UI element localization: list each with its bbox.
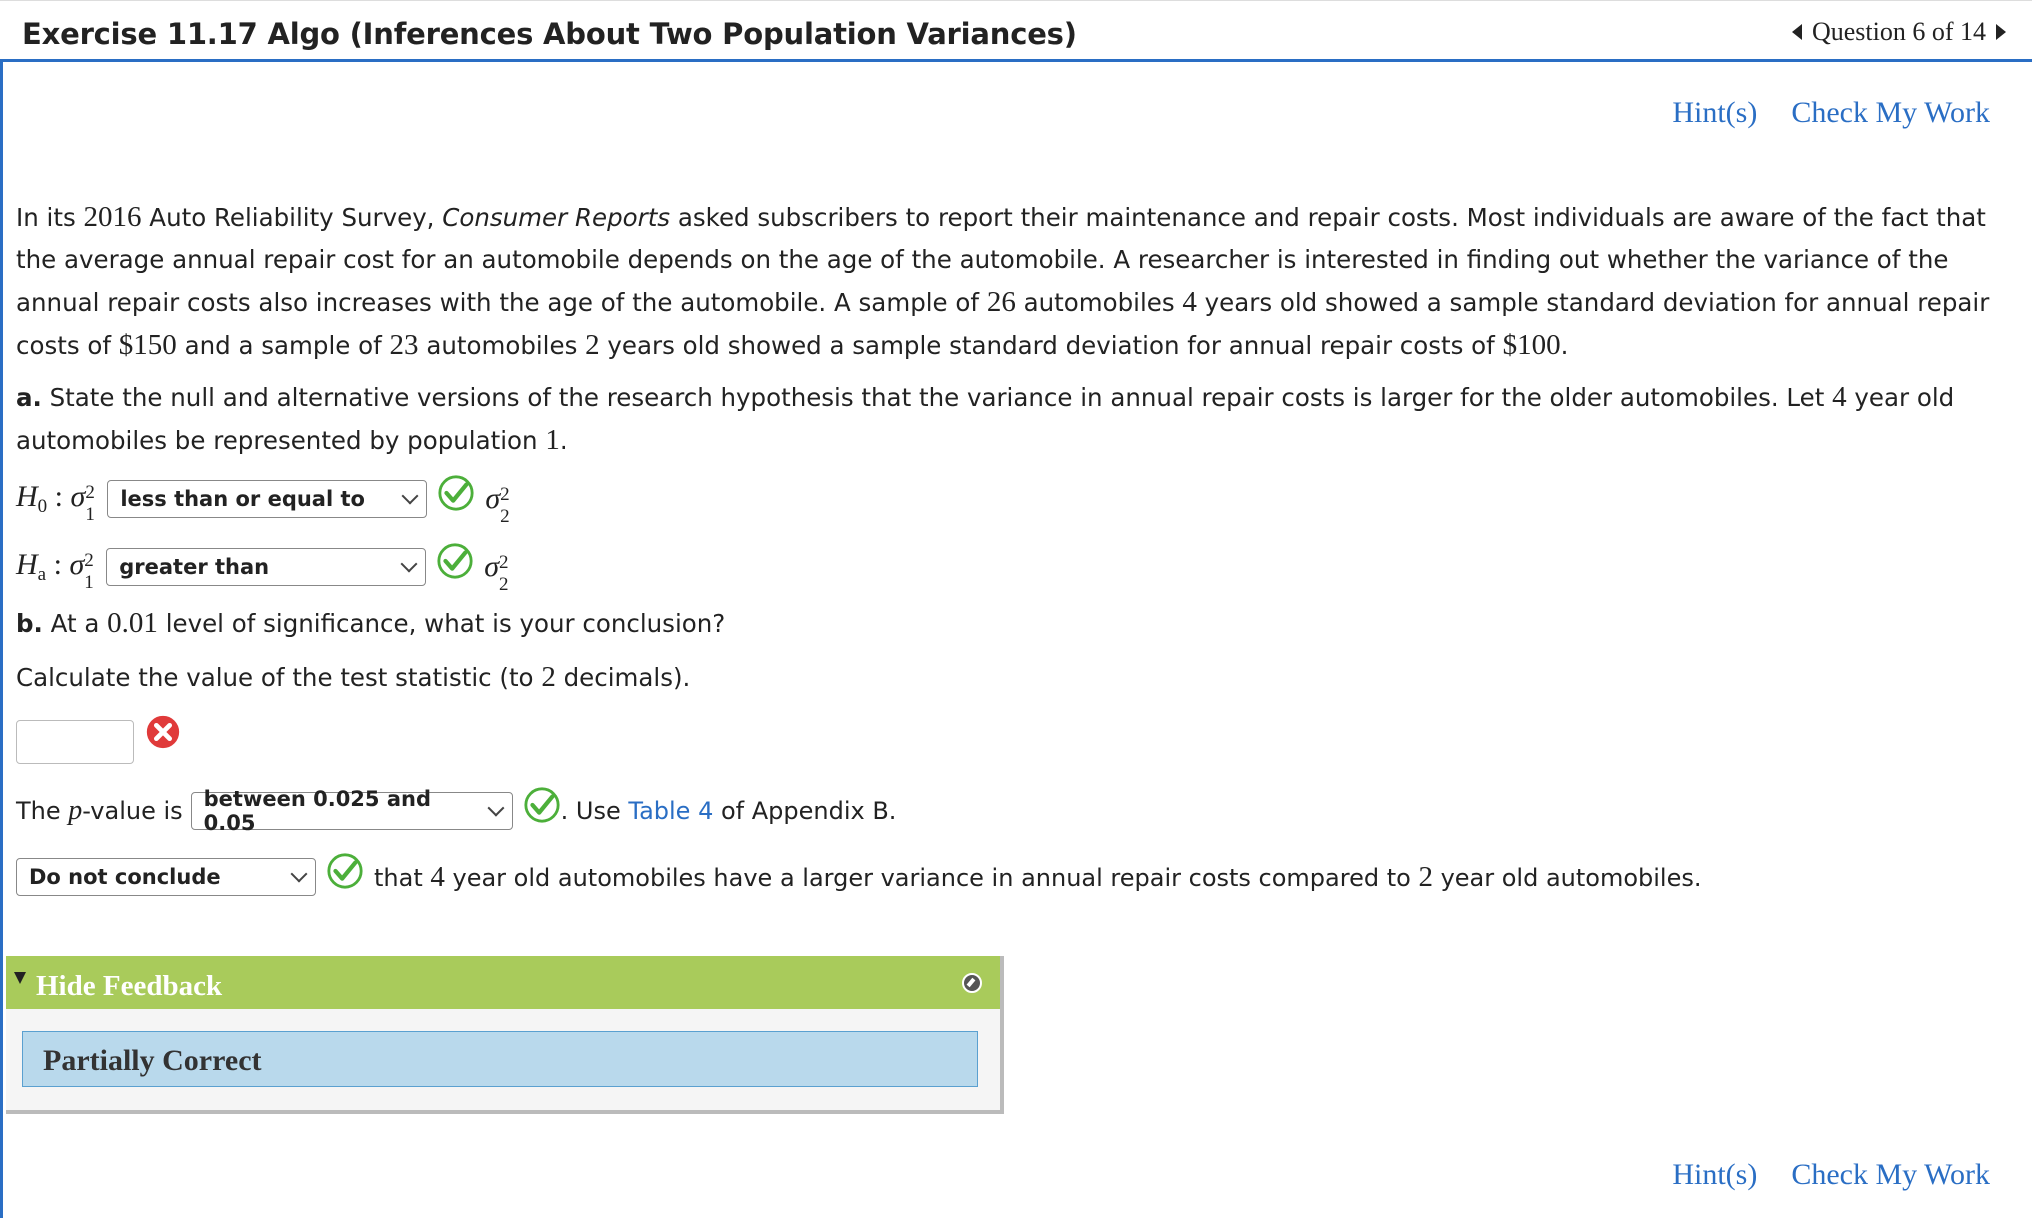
chevron-down-icon: [291, 866, 308, 883]
feedback-status: Partially Correct: [43, 1044, 262, 1077]
alternative-hypothesis-select[interactable]: greater than: [106, 548, 426, 586]
conclusion-select[interactable]: Do not conclude: [16, 858, 316, 896]
check-my-work-link[interactable]: Check My Work: [1791, 96, 1990, 129]
conclusion-text: that 4 year old automobiles have a larger variance in annual repair costs compared to 2 year old automobiles.: [374, 860, 1702, 893]
hint-link-bottom[interactable]: Hint(s): [1672, 1158, 1758, 1191]
chevron-down-icon: [402, 488, 419, 505]
test-statistic-prompt: Calculate the value of the test statistic (to 2 decimals).: [16, 661, 691, 693]
bottom-links: [1672, 1158, 1990, 1192]
chevron-down-icon: [487, 800, 504, 817]
part-a-prompt: a. State the null and alternative versions of the research hypothesis that the variance in annual repair costs is larger for the older automobiles. Let 4 year old automobiles be represented by population 1.: [16, 381, 1955, 456]
chevron-down-icon: [401, 556, 418, 573]
feedback-status-box: [22, 1031, 978, 1087]
conclusion-row: [16, 858, 1702, 896]
alternative-hypothesis-rhs: σ 2 2: [484, 550, 509, 595]
appendix-reference: . Use Table 4 of Appendix B.: [560, 797, 897, 825]
pencil-icon[interactable]: [962, 973, 982, 993]
question-counter: Question 6 of 14: [1811, 17, 1986, 46]
p-value-label: The p-value is: [16, 795, 183, 826]
problem-statement: In its 2016 Auto Reliability Survey, Consumer Reports asked subscribers to report their maintenance and repair costs. Most individuals are aware of the fact that the average annual repair cost for an automobile depends on the age of the automobile. A researcher is interested in finding out whether the variance of the annual repair costs also increases with the age of the automobile. A sample of 26 automobiles 4 years old showed a sample standard deviation for annual repair costs of $150 and a sample of 23 automobiles 2 years old showed a sample standard deviation for annual repair costs of $100.: [16, 201, 1990, 361]
p-value-row: [16, 787, 897, 835]
collapse-triangle-icon[interactable]: [14, 972, 26, 984]
previous-question-icon[interactable]: [1792, 24, 1802, 40]
next-question-icon[interactable]: [1996, 24, 2006, 40]
table-4-link[interactable]: Table 4: [628, 797, 714, 825]
incorrect-x-icon: [144, 713, 182, 751]
exercise-header: [0, 0, 2032, 62]
null-hypothesis-rhs: σ 2 2: [485, 482, 510, 527]
null-hypothesis-lhs: $H_0$ : σ 2 1: [16, 480, 95, 525]
null-hypothesis-select[interactable]: less than or equal to: [107, 480, 427, 518]
alternative-hypothesis-row: [16, 548, 511, 595]
feedback-toggle-bar[interactable]: [6, 956, 1000, 1009]
hint-link[interactable]: Hint(s): [1672, 96, 1758, 129]
correct-check-icon: [436, 542, 474, 580]
alternative-hypothesis-lhs: $H_a$ : σ 2 1: [16, 548, 94, 593]
question-navigator: [1792, 17, 2006, 47]
left-border: [0, 60, 3, 1218]
top-links: [1672, 96, 1990, 130]
feedback-panel: [6, 956, 1004, 1114]
part-b-prompt: b. At a 0.01 level of significance, what is your conclusion?: [16, 607, 726, 639]
correct-check-icon: [326, 852, 364, 890]
test-statistic-input[interactable]: [16, 720, 134, 764]
exercise-title: Exercise 11.17 Algo (Inferences About Two Population Variances): [22, 17, 1077, 51]
null-hypothesis-row: [16, 480, 512, 527]
p-value-select[interactable]: between 0.025 and 0.05: [191, 792, 513, 830]
correct-check-icon: [437, 474, 475, 512]
hide-feedback-label[interactable]: Hide Feedback: [36, 970, 223, 1002]
correct-check-icon: [523, 786, 561, 824]
check-my-work-link-bottom[interactable]: Check My Work: [1791, 1158, 1990, 1191]
